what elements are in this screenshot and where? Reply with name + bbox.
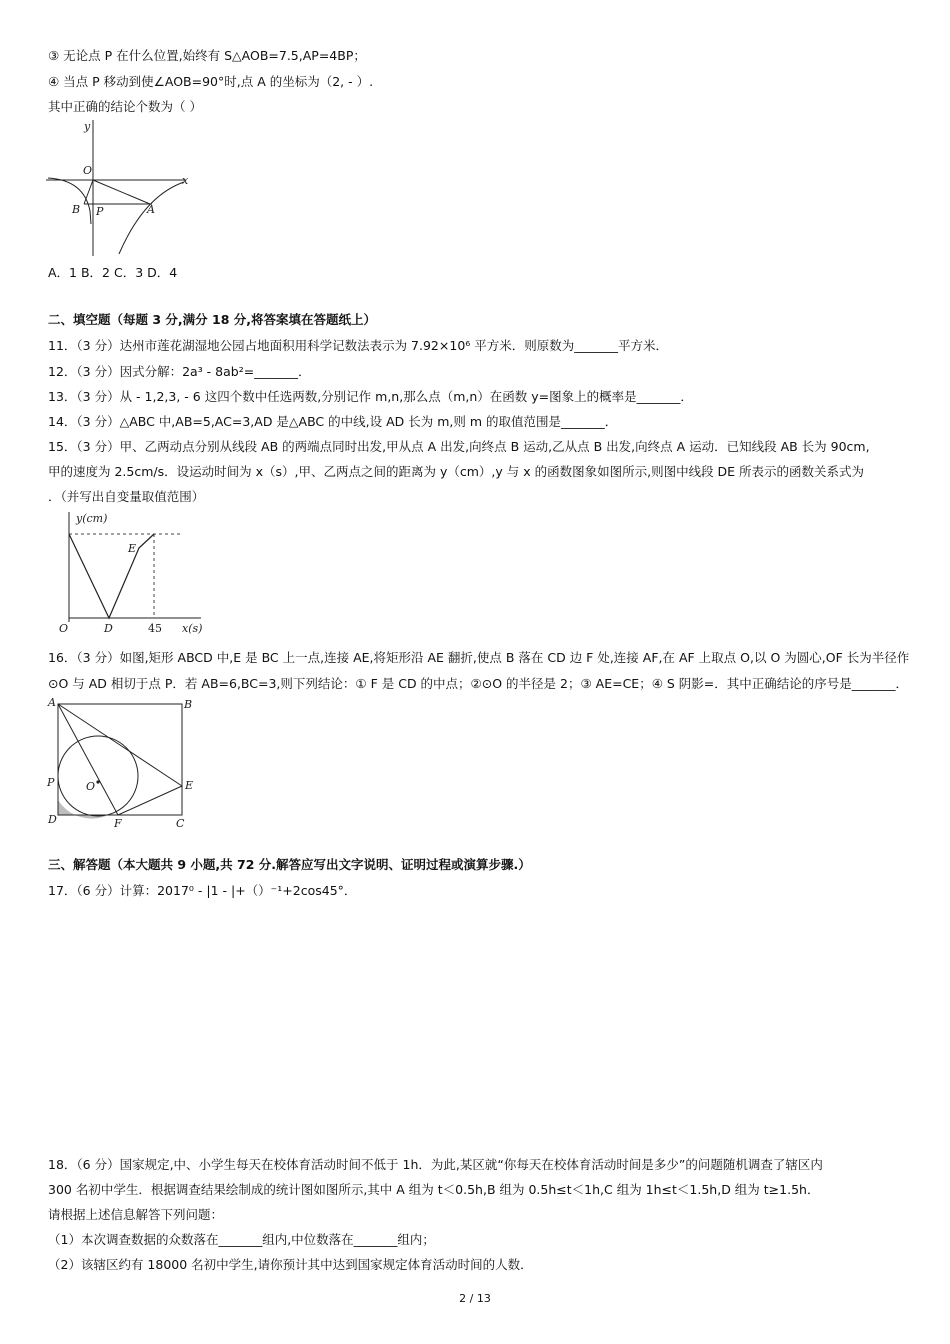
q10-o-label: O [83, 164, 93, 177]
q15-x-label: x(s) [182, 622, 203, 635]
q16-a-label: A [48, 696, 56, 709]
q10-options: A．1 B．2 C．3 D．4 [48, 265, 178, 280]
q10-y-label: y [84, 120, 91, 133]
q12: 12．（3 分）因式分解：2a³ - 8ab²=_______． [48, 364, 311, 379]
q10-p-label: P [96, 205, 104, 218]
q10-x-label: x [182, 174, 189, 187]
page-number: 2 / 13 [459, 1292, 491, 1305]
q11: 11．（3 分）达州市莲花湖湿地公园占地面积用科学记数法表示为 7.92×10⁶ 平方米．则原数为_______平方米． [48, 338, 669, 353]
q16-b-label: B [184, 698, 193, 711]
q10-hyperbola-figure [44, 116, 194, 258]
section2-title: 二、填空题（每题 3 分,满分 18 分,将答案填在答题纸上） [48, 312, 376, 327]
q15-e-label: E [128, 542, 137, 555]
q16-e-label: E [185, 779, 194, 792]
q10-a-label: A [147, 203, 155, 216]
q16-c-label: C [176, 817, 185, 830]
section3-title: 三、解答题（本大题共 9 小题,共 72 分.解答应写出文字说明、证明过程或演算步骤.） [48, 857, 531, 872]
q16-p-label: P [47, 776, 55, 789]
q17: 17．（6 分）计算：2017⁰ - |1 - |+（）⁻¹+2cos45°． [48, 883, 357, 898]
q16-f-label: F [114, 817, 122, 830]
q16-d-label: D [48, 813, 57, 826]
q16-o-label: O [86, 780, 96, 793]
q13: 13．（3 分）从 - 1,2,3, - 6 这四个数中任选两数,分别记作 m,n,那么点（m,n）在函数 y=图象上的概率是_______． [48, 389, 693, 404]
q16-line-1: 16．（3 分）如图,矩形 ABCD 中,E 是 BC 上一点,连接 AE,将矩形沿 AE 翻折,使点 B 落在 CD 边 F 处,连接 AF,在 AF 上取点 O,以 O 为圆心,OF 长为半径作 [48, 650, 910, 665]
q18-line-4: （1）本次调查数据的众数落在_______组内,中位数落在_______组内； [48, 1232, 435, 1247]
q10-question: 其中正确的结论个数为（ ） [48, 99, 202, 114]
q15-line-1: 15．（3 分）甲、乙两动点分别从线段 AB 的两端点同时出发,甲从点 A 出发,向终点 B 运动,乙从点 B 出发,向终点 A 运动．已知线段 AB 长为 90cm, [48, 439, 870, 454]
q18-line-5: （2）该辖区约有 18000 名初中学生,请你预计其中达到国家规定体育活动时间的人数． [48, 1257, 533, 1272]
q15-line-2: 甲的速度为 2.5cm/s．设运动时间为 x（s）,甲、乙两点之间的距离为 y（cm）,y 与 x 的函数图象如图所示,则图中线段 DE 所表示的函数关系式为 [48, 464, 865, 479]
q18-line-3: 请根据上述信息解答下列问题： [48, 1207, 224, 1222]
q15-d-label: D [104, 622, 113, 635]
q14: 14．（3 分）△ABC 中,AB=5,AC=3,AD 是△ABC 的中线,设 AD 长为 m,则 m 的取值范围是_______． [48, 414, 618, 429]
q18-line-1: 18．（6 分）国家规定,中、小学生每天在校体育活动时间不低于 1h．为此,某区就“你每天在校体育活动时间是多少”的问题随机调查了辖区内 [48, 1157, 823, 1172]
q16-line-2: ⊙O 与 AD 相切于点 P．若 AB=6,BC=3,则下列结论：① F 是 CD 的中点；②⊙O 的半径是 2；③ AE=CE；④ S 阴影=．其中正确结论的序号是_______． [48, 676, 909, 691]
q15-tick-45: 45 [148, 622, 162, 635]
q16-rectangle-figure [44, 696, 204, 830]
q18-line-2: 300 名初中学生．根据调查结果绘制成的统计图如图所示,其中 A 组为 t＜0.5h,B 组为 0.5h≤t＜1h,C 组为 1h≤t＜1.5h,D 组为 t≥1.5h． [48, 1182, 820, 1197]
q15-o-label: O [59, 622, 69, 635]
q10-statement-3: ③ 无论点 P 在什么位置,始终有 S△AOB=7.5,AP=4BP； [48, 48, 366, 63]
q15-function-graph [56, 508, 206, 638]
q10-statement-4: ④ 当点 P 移动到使∠AOB=90°时,点 A 的坐标为（2, - ）. [48, 74, 374, 89]
q10-b-label: B [72, 203, 81, 216]
q15-line-3: ．（并写出自变量取值范围） [48, 489, 205, 504]
q15-y-label: y(cm) [76, 512, 108, 525]
